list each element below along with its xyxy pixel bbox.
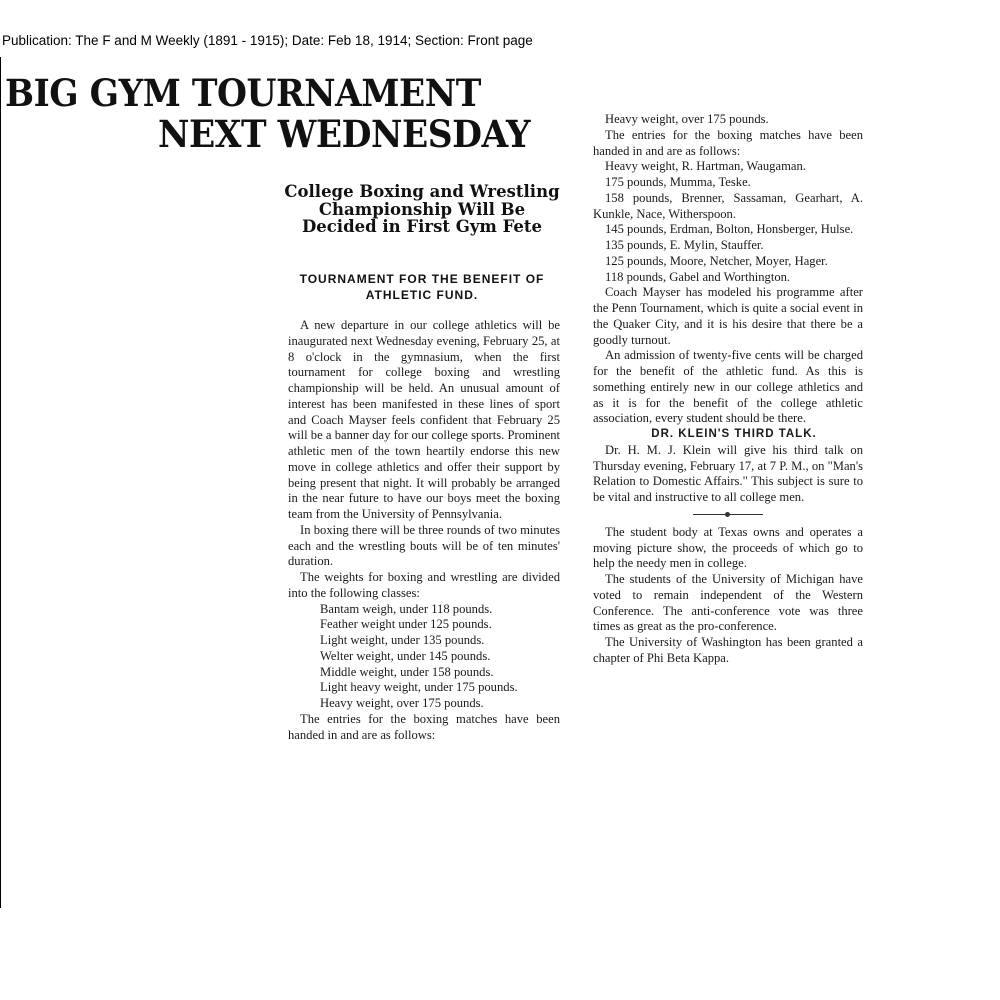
entry-line: 175 pounds, Mumma, Teske. <box>605 175 751 189</box>
klein-heading: DR. KLEIN'S THIRD TALK. <box>651 428 817 440</box>
paragraph: An admission of twenty-five cents will be charged for the benefit of the athletic fund. As this is something entirely new in our college athletics and as it is for the benefit of the college athletic association, every student should be there. <box>593 348 863 426</box>
paragraph: The entries for the boxing matches have been handed in and are as follows: <box>288 711 560 742</box>
paragraph: Coach Mayser has modeled his programme after the Penn Tournament, which is quite a social event in the Quaker City, and it is his desire that there be a goodly turnout. <box>593 285 863 347</box>
section-divider <box>693 514 763 515</box>
paragraph: Dr. H. M. J. Klein will give his third talk on Thursday evening, February 17, at 7 P. M., on "Man's Relation to Domestic Affairs." This subject is sure to be vital and instructive to all college men. <box>593 442 863 504</box>
entry-line: 125 pounds, Moore, Netcher, Moyer, Hager. <box>605 253 828 268</box>
news-note: The student body at Texas owns and operates a moving picture show, the proceeds of which go to help the needy men in college. <box>593 524 863 571</box>
entry-line: Heavy weight, R. Hartman, Waugaman. <box>605 159 806 174</box>
entry-line: 118 pounds, Gabel and Worthington. <box>605 269 791 284</box>
news-note: The University of Washington has been granted a chapter of Phi Beta Kappa. <box>593 635 863 665</box>
article-right-column <box>593 112 863 912</box>
entry-line: 158 pounds, Brenner, Sassaman, Gearhart, A. Kunkle, Nace, Witherspoon. <box>593 190 863 221</box>
weight-class: Welter weight, under 145 pounds. <box>320 648 491 663</box>
weight-class: Bantam weigh, under 118 pounds. <box>320 601 493 616</box>
news-note: The students of the University of Michigan have voted to remain independent of the Western Conference. The anti-conference vote was three times as great as the pro-conference. <box>593 572 863 634</box>
weight-class: Middle weight, under 158 pounds. <box>320 664 494 679</box>
article-left-column <box>288 318 560 904</box>
headline-line-2: NEXT WEDNESDAY <box>158 112 531 156</box>
paragraph: In boxing there will be three rounds of two minutes each and the wrestling bouts will be of ten minutes' duration. <box>288 522 560 569</box>
paragraph: Heavy weight, over 175 pounds. <box>605 112 769 126</box>
page-left-border <box>0 57 1 908</box>
weight-class: Heavy weight, over 175 pounds. <box>320 696 484 710</box>
weight-class: Light weight, under 135 pounds. <box>320 633 485 647</box>
sub-subheadline: TOURNAMENT FOR THE BENEFIT OF ATHLETIC FUND. <box>299 272 545 302</box>
headline-line-1: BIG GYM TOURNAMENT <box>5 71 481 115</box>
weight-class: Light heavy weight, under 175 pounds. <box>320 680 518 695</box>
divider-dot <box>725 512 730 517</box>
paragraph: The weights for boxing and wrestling are divided into the following classes: <box>288 570 560 600</box>
publication-info: Publication: The F and M Weekly (1891 - 1915); Date: Feb 18, 1914; Section: Front page <box>2 33 533 48</box>
entry-line: 145 pounds, Erdman, Bolton, Honsberger, Hulse. <box>605 222 854 237</box>
entry-line: 135 pounds, E. Mylin, Stauffer. <box>605 238 764 252</box>
paragraph: A new departure in our college athletics will be inaugurated next Wednesday evening, February 25, at 8 o'clock in the gymnasium, when the first tournament for college boxing and wrestling championship will be held. An unusual amount of interest has been manifested in these lines of sport and Coach Mayser feels confident that February 25 will be a banner day for our college sports. Prominent athletic men of the town heartily endorse this new move in college athletics and offer their support by being present that night. It will probably be arranged in the near future to have our boys meet the boxing team from the University of Pennsylvania. <box>288 318 560 521</box>
paragraph: The entries for the boxing matches have been handed in and are as follows: <box>593 127 863 158</box>
weight-class: Feather weight under 125 pounds. <box>320 617 492 632</box>
subheadline: College Boxing and Wrestling Championship Will Be Decided in First Gym Fete <box>284 182 560 236</box>
